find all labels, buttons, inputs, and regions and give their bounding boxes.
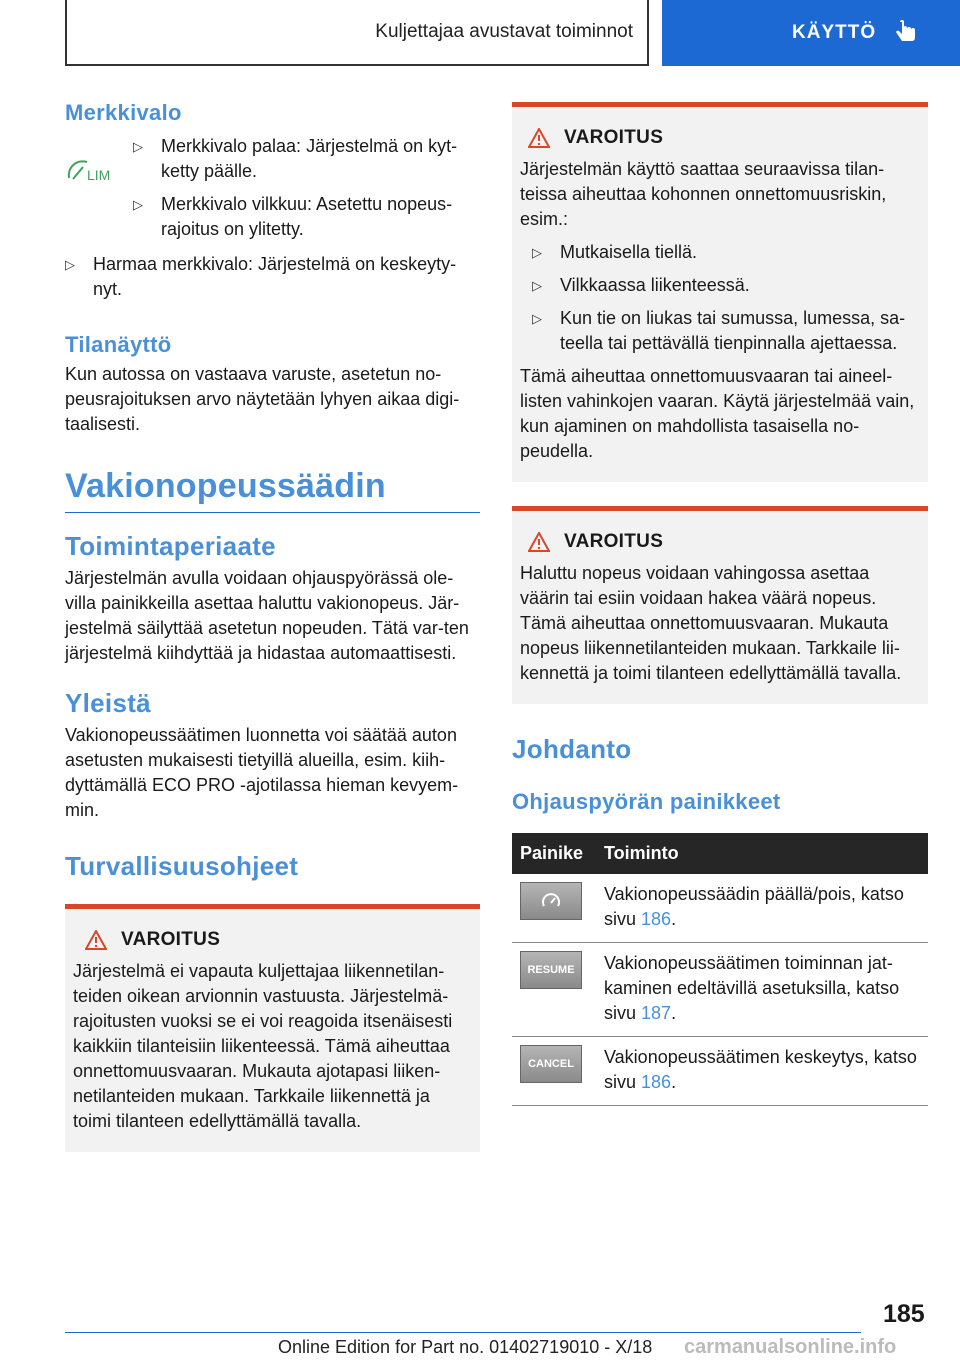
page-link[interactable]: 186 [641,909,672,929]
table-cell-button [512,874,596,943]
table-row [512,943,928,1037]
chapter-tab-label: KÄYTTÖ [792,22,877,43]
cruise-control-button-image [520,882,582,920]
table-row [512,1037,928,1106]
toimintaperiaate-text: Järjestelmän avulla voidaan ohjauspyörässä ole-villa painikkeilla asettaa haluttu vakionopeus. Jär-jestelmä säilyttää asetetun nopeuden. Tätä var-ten järjestelmä kiihdyttää ja hidastaa automaattisesti. [65,568,469,663]
merkkivalo-heading: Merkkivalo [65,100,182,125]
yleista-text: Vakionopeussäätimen luonnetta voi säätää auton asetusten mukaisesti tietyillä alueilla, esim. kiih-dyttämällä ECO PRO -ajotilassa hieman kevyem-min. [65,725,459,820]
list-item: ▷ Vilkkaassa liikenteessä. [532,273,920,298]
table-cell-button [512,943,596,1037]
list-item: ▷ Merkkivalo palaa: Järjestelmä on kyt-ketty päälle. [133,134,480,184]
warning-triangle-icon [528,128,550,148]
main-heading: Vakionopeussäädin [65,467,480,513]
right-column [512,102,928,1106]
johdanto-heading: Johdanto [512,734,632,764]
cancel-button-image: CANCEL [520,1045,582,1083]
list-item: ▷ Harmaa merkkivalo: Järjestelmä on keskeyty-nyt. [65,252,480,302]
merkkivalo-sublist [133,134,480,242]
warning-title: VAROITUS [121,929,221,950]
table-cell-text: Vakionopeussäätimen keskeytys, katso sivu 186. [596,1037,928,1106]
table-row [512,874,928,943]
warning-list [532,240,920,356]
turvallisuus-heading: Turvallisuusohjeet [65,851,299,881]
table-header-toiminto: Toiminto [596,833,928,874]
table-cell-text: Vakionopeussäätimen toiminnan jat-kaminen edeltävillä asetuksilla, katso sivu 187. [596,943,928,1037]
left-column [65,100,480,1152]
header-section-title: Kuljettajaa avustavat toiminnot [375,21,633,42]
warning-box [65,904,480,1152]
warning-title: VAROITUS [564,531,664,552]
painikkeet-heading: Ohjauspyörän painikkeet [512,789,781,814]
list-item: ▷ Merkkivalo vilkkuu: Asetettu nopeus-rajoitus on ylitetty. [133,192,480,242]
watermark: carmanualsonline.info [684,1336,897,1358]
speed-limit-icon [65,158,121,184]
warning-outro: Tämä aiheuttaa onnettomuusvaaran tai aineel-listen vahinkojen vaaran. Käytä järjestelmää vain, kun ajaminen on mahdollista tasaisella no-peudella. [520,366,915,461]
warning-intro: Järjestelmän käyttö saattaa seuraavissa tilan-teissa aiheuttaa kohonnen onnettomuusriskin, esim.: [520,159,887,229]
toimintaperiaate-heading: Toimintaperiaate [65,531,276,561]
table-header-row [512,833,928,874]
warning-text: Haluttu nopeus voidaan vahingossa asettaa väärin tai esiin voidaan hakea väärä nopeus. Tämä aiheuttaa onnettomuusvaaran. Mukauta nopeus liikennetilanteiden mukaan. Tarkkaile lii-kennettä ja toimi tilanteen edellyttämällä tavalla. [520,563,902,683]
merkkivalo-list [65,252,480,302]
buttons-table [512,833,928,1106]
warning-box [512,506,928,704]
header-section-box [65,0,649,66]
cruise-control-icon [541,893,561,909]
table-cell-text: Vakionopeussäädin päällä/pois, katso sivu 186. [596,874,928,943]
warning-header [528,127,920,149]
footer-rule [65,1332,861,1333]
tilanaytto-heading: Tilanäyttö [65,332,172,357]
warning-triangle-icon [528,532,550,552]
page-link[interactable]: 187 [641,1003,672,1023]
merkkivalo-block [65,134,480,242]
resume-button-image: RESUME [520,951,582,989]
footer-edition: Online Edition for Part no. 01402719010 - X/18 [278,1337,653,1357]
table-header-painike: Painike [512,833,596,874]
yleista-heading: Yleistä [65,688,151,718]
list-item: ▷ Kun tie on liukas tai sumussa, lumessa, sa-teella tai pettävällä tienpinnalla ajettaessa. [532,306,920,356]
header-chapter-tab[interactable] [662,0,960,66]
pointing-hand-icon [894,20,918,46]
warning-box [512,102,928,482]
warning-text: Järjestelmä ei vapauta kuljettajaa liikennetilan-teiden oikean arvionnin vastuusta. Järjestelmä-rajoitusten vuoksi se ei voi reagoida itsenäisesti kaikkiin tilanteisiin liikenteessä. Tämä aiheuttaa onnettomuusvaaran. Mukauta ajotapasi liiken-netilanteiden mukaan. Tarkkaile liikennettä ja toimi tilanteen edellyttämällä tavalla. [73,961,453,1131]
tilanaytto-text: Kun autossa on vastaava varuste, asetetun no-peusrajoituksen arvo näytetään lyhyen aikaa digi-taalisesti. [65,364,460,434]
warning-header [528,531,920,553]
table-cell-button [512,1037,596,1106]
svg-text:LIM: LIM [87,167,111,183]
warning-triangle-icon [85,930,107,950]
warning-header [85,929,472,951]
speed-limit-indicator [65,134,133,242]
list-item: ▷ Mutkaisella tiellä. [532,240,920,265]
warning-title: VAROITUS [564,127,664,148]
page-number: 185 [883,1300,925,1328]
page-link[interactable]: 186 [641,1072,672,1092]
